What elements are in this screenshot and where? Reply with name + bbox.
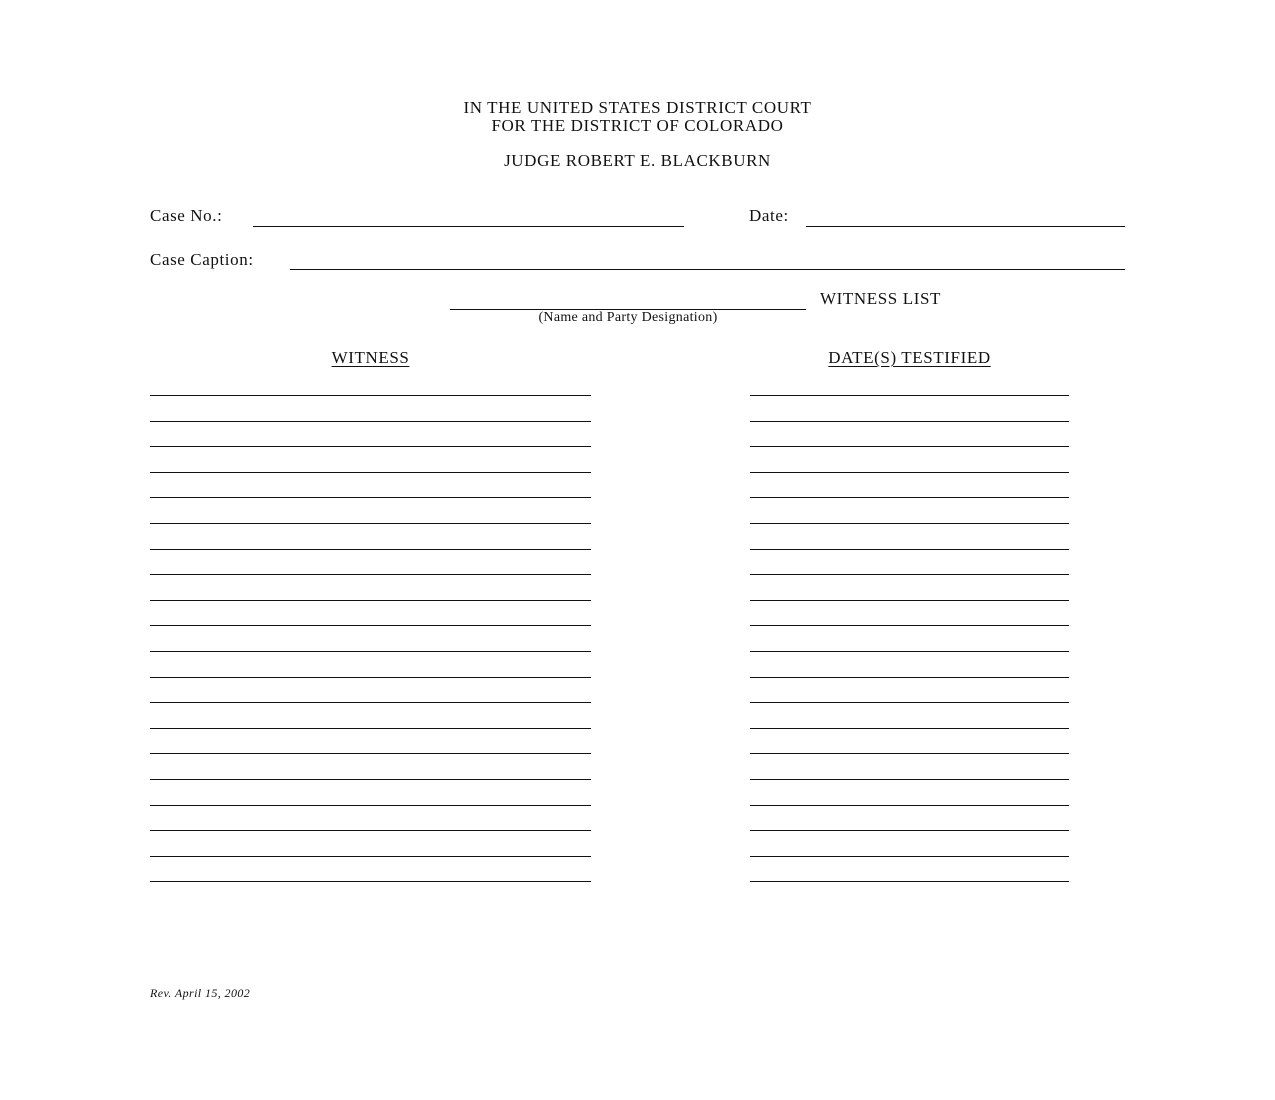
date-testified-line[interactable] [750,677,1069,678]
date-testified-line[interactable] [750,881,1069,882]
witness-line[interactable] [150,881,591,882]
case-caption-label: Case Caption: [150,250,254,269]
witness-line[interactable] [150,395,591,396]
witness-line[interactable] [150,651,591,652]
witness-line[interactable] [150,472,591,473]
witness-line[interactable] [150,600,591,601]
date-testified-line[interactable] [750,421,1069,422]
date-testified-line[interactable] [750,497,1069,498]
witness-column-header: WITNESS [331,348,410,367]
witness-line[interactable] [150,728,591,729]
date-testified-line[interactable] [750,523,1069,524]
case-no-field[interactable] [253,226,684,227]
date-testified-line[interactable] [750,600,1069,601]
date-testified-line[interactable] [750,702,1069,703]
court-name: IN THE UNITED STATES DISTRICT COURT [463,98,812,117]
date-testified-line[interactable] [750,805,1069,806]
party-designation-caption: (Name and Party Designation) [538,310,718,325]
witness-line[interactable] [150,805,591,806]
date-testified-line[interactable] [750,753,1069,754]
date-testified-line[interactable] [750,625,1069,626]
witness-line[interactable] [150,625,591,626]
date-testified-line[interactable] [750,856,1069,857]
witness-line[interactable] [150,830,591,831]
date-label: Date: [749,206,789,225]
case-no-label: Case No.: [150,206,223,225]
witness-line[interactable] [150,549,591,550]
case-caption-field[interactable] [290,269,1125,270]
witness-line[interactable] [150,574,591,575]
witness-line[interactable] [150,753,591,754]
date-testified-line[interactable] [750,779,1069,780]
witness-line[interactable] [150,779,591,780]
date-testified-line[interactable] [750,549,1069,550]
court-district: FOR THE DISTRICT OF COLORADO [491,116,784,135]
date-field[interactable] [806,226,1125,227]
witness-line[interactable] [150,523,591,524]
witness-list-title: WITNESS LIST [820,289,941,308]
date-testified-line[interactable] [750,830,1069,831]
witness-line[interactable] [150,702,591,703]
date-testified-line[interactable] [750,395,1069,396]
date-testified-line[interactable] [750,728,1069,729]
judge-name: JUDGE ROBERT E. BLACKBURN [504,151,771,170]
witness-line[interactable] [150,497,591,498]
date-testified-line[interactable] [750,574,1069,575]
date-testified-line[interactable] [750,651,1069,652]
witness-line[interactable] [150,421,591,422]
witness-line[interactable] [150,856,591,857]
dates-testified-column-header: DATE(S) TESTIFIED [828,348,991,367]
witness-line[interactable] [150,677,591,678]
witness-line[interactable] [150,446,591,447]
revision-date: Rev. April 15, 2002 [150,986,251,1000]
date-testified-line[interactable] [750,472,1069,473]
date-testified-line[interactable] [750,446,1069,447]
